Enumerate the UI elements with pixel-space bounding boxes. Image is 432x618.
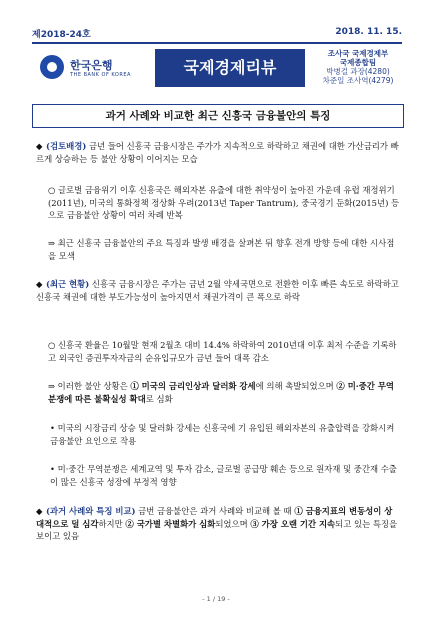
bank-name: 한국은행	[70, 59, 113, 72]
comparison-text-2: 하지만	[98, 518, 126, 529]
diamond-icon: ◆	[36, 279, 43, 289]
bank-logo	[40, 49, 150, 87]
comparison-point-1: ① 금융지표의 변동성이 상대적으로 덜 심각	[36, 506, 393, 529]
section-label: (최근 현황)	[46, 279, 90, 289]
section-label: (과거 사례와 특징 비교)	[46, 506, 136, 516]
comparison-text-3: 되었으며	[215, 518, 251, 529]
comparison-point-3: ③ 가장 오랜 기간 지속	[250, 518, 336, 529]
section-background	[36, 140, 400, 165]
department: 조사국 국제경제부	[327, 49, 389, 58]
issue-number: 제2018-24호	[32, 30, 91, 40]
section-comparison	[36, 505, 400, 543]
causes-mid: 에 의해 촉발되었으며	[255, 381, 337, 391]
cause-2: ② 미·중간 무역분쟁에 따른 불확실성 확대	[48, 381, 394, 404]
bullet-causes	[48, 380, 400, 405]
sub-bullet-us: • 미국의 시장금리 상승 및 달러화 강세는 신흥국에 기 유입된 해외자본의 유출압력을 강화시켜 금융불안 요인으로 작용	[50, 423, 395, 446]
bullet-objective: ⇒ 최근 신흥국 금융불안의 주요 특징과 발생 배경을 살펴본 뒤 향후 전개 방향 등에 대한 시사점을 모색	[48, 238, 395, 261]
bank-emblem-icon	[40, 55, 64, 79]
sub-bullet-trade: • 미·중간 무역분쟁은 세계교역 및 투자 감소, 글로벌 공급망 훼손 등으로 원자재 및 중간재 수출이 많은 신흥국 성장에 부정적 영향	[50, 464, 397, 487]
report-title: 국제경제리뷰	[155, 49, 305, 87]
diamond-icon: ◆	[36, 506, 43, 516]
causes-pre: ⇒ 이러한 불안 상황은	[48, 381, 131, 391]
comparison-point-2: ② 국가별 차별화가 심화	[125, 518, 216, 529]
bullet-history: ○ 글로벌 금융위기 이후 신흥국은 해외자본 유출에 대한 취약성이 높아진 가운데 유럽 재정위기(2011년), 미국의 통화정책 정상화 우려(2013년 Taper Tantrum), 중국경기 둔화(2015년) 등으로 금융불안 상황이 여러 차례 반복	[48, 185, 400, 220]
causes-post: 로 심화	[145, 393, 173, 404]
diamond-icon: ◆	[36, 141, 43, 151]
page-number: - 1 / 19 -	[202, 595, 230, 603]
top-bar	[32, 27, 402, 41]
issue-date: 2018. 11. 15.	[335, 27, 402, 37]
author-1: 박병걸 과장(4280)	[326, 67, 390, 76]
headline: 과거 사례와 비교한 최근 신흥국 금융불안의 특징	[32, 104, 404, 128]
section-text: 신흥국 금융시장은 주가는 금년 2월 약세국면으로 전환한 이후 빠른 속도로 하락하고 신흥국 채권에 대한 부도가능성이 높아지면서 채권가격이 큰 폭으로 하락	[36, 279, 399, 302]
comparison-text-1: 금번 금융불안은 과거 사례와 비교해 볼 때	[135, 506, 295, 516]
cause-1: ① 미국의 금리인상과 달러화 강세	[130, 381, 256, 391]
section-text: 금년 들어 신흥국 금융시장은 주가가 지속적으로 하락하고 채권에 대한 가산금리가 빠르게 상승하는 등 불안 상황이 이어지는 모습	[36, 141, 399, 164]
bullet-fx: ○ 신흥국 환율은 10월말 현재 2월초 대비 14.4% 하락하여 2010년대 이후 최저 수준을 기록하고 외국인 증권투자자금의 순유입규모가 금년 들어 대폭 감소	[48, 340, 397, 363]
team: 국제종합팀	[339, 58, 377, 67]
bank-name-en: THE BANK OF KOREA	[70, 72, 131, 78]
section-label: (검토배경)	[46, 141, 87, 151]
section-current	[36, 278, 400, 303]
report-banner	[32, 42, 402, 94]
department-info	[314, 49, 402, 85]
author-2: 차준일 조사역(4279)	[322, 76, 394, 85]
comparison-text-4: 되고 있는 특징을 보이고 있음	[36, 518, 398, 541]
